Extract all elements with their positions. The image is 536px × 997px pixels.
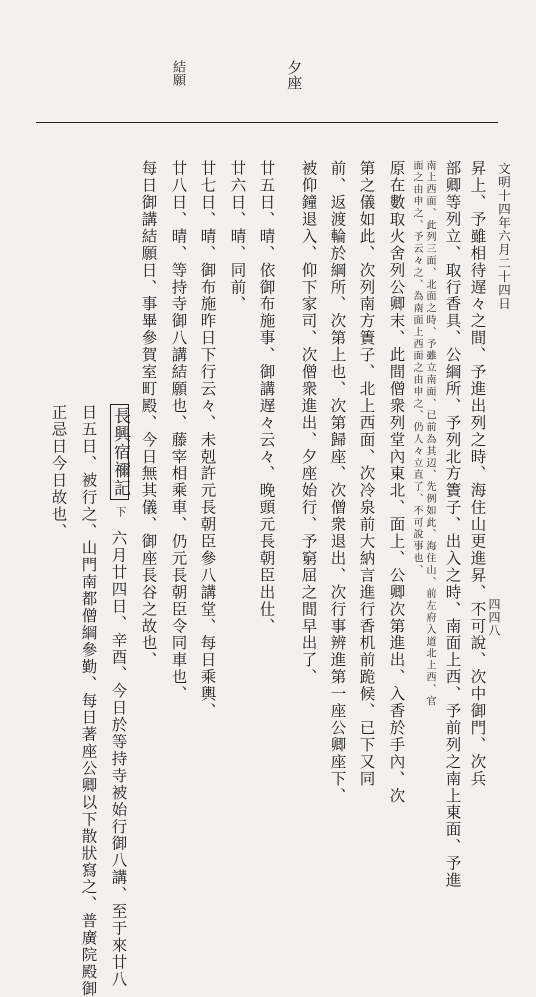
text-column: 廿七日、晴、御布施昨日下行云々、未剋許元長朝臣參八講堂、每日乘輿、: [198, 160, 217, 720]
text-column: 南上西面、此列三面、北面之時、予雖立南面、已前為其辺、先例如此、海住山、前左府入道北上西、官: [424, 160, 435, 708]
section-note: 下: [114, 506, 127, 519]
text-column: 面之由申之、予云々之、為南面上西面之由申之、仍人々立直了、不可說事也、: [411, 160, 422, 577]
text-column: 部卿等列立、取行香具、公綱所、予列北方簀子、出入之時、南面上西、予前列之南上東面、予進: [443, 160, 462, 889]
text-column: 昇上、予雖相待遅々之間、予進出列之時、海住山更進昇、不可說、次中御門、次兵: [468, 160, 487, 788]
text-column: 正忌日今日故也、: [49, 404, 68, 540]
text-column: 日五日、被行之、山門南都僧綱參勤、每日著座公卿以下散狀寫之、普廣院殿御: [79, 404, 98, 997]
top-rule: [36, 122, 498, 123]
text-column: 廿五日、晴、依御布施事、御講遅々云々、晚頭元長朝臣出仕、: [257, 160, 276, 635]
text-column: 六月廿四日、辛酉、今日於等持寺被始行御八講、至于來廿八: [109, 530, 128, 988]
page-number: 四四八: [487, 598, 501, 637]
text-column: 廿六日、晴、同前、: [228, 160, 247, 313]
text-column: 每日御講結願日、事畢參賀室町殿、今日無其儀、御座長谷之故也、: [139, 160, 158, 669]
section-title: 長興宿禰記: [110, 404, 129, 500]
text-column: 前、返渡輪於綱所、次第上也、次第歸座、次僧衆退出、次行事辨進第一座公卿座下、: [328, 160, 347, 805]
text-column: 被仰鐘退入、仰下家司、次僧衆進出、夕座始行、予窮屈之間早出了、: [299, 160, 318, 686]
running-header: 文明十四年六月二十四日: [496, 162, 512, 311]
upper-note-yuza: 夕座: [285, 60, 304, 90]
text-column: 廿八日、晴、等持寺御八講結願也、藤宰相乘車、仍元長朝臣令同車也、: [169, 160, 188, 703]
text-column: 第之儀如此、次列南方簀子、北上西面、次冷泉前大納言進行香机前跪候、已下又同: [357, 160, 376, 788]
upper-note-kechigan: 結願: [169, 60, 185, 86]
text-column: 原在數取火舍列公卿末、此間僧衆列堂內東北、面上、公卿次第進出、入香於手內、次: [387, 160, 406, 805]
